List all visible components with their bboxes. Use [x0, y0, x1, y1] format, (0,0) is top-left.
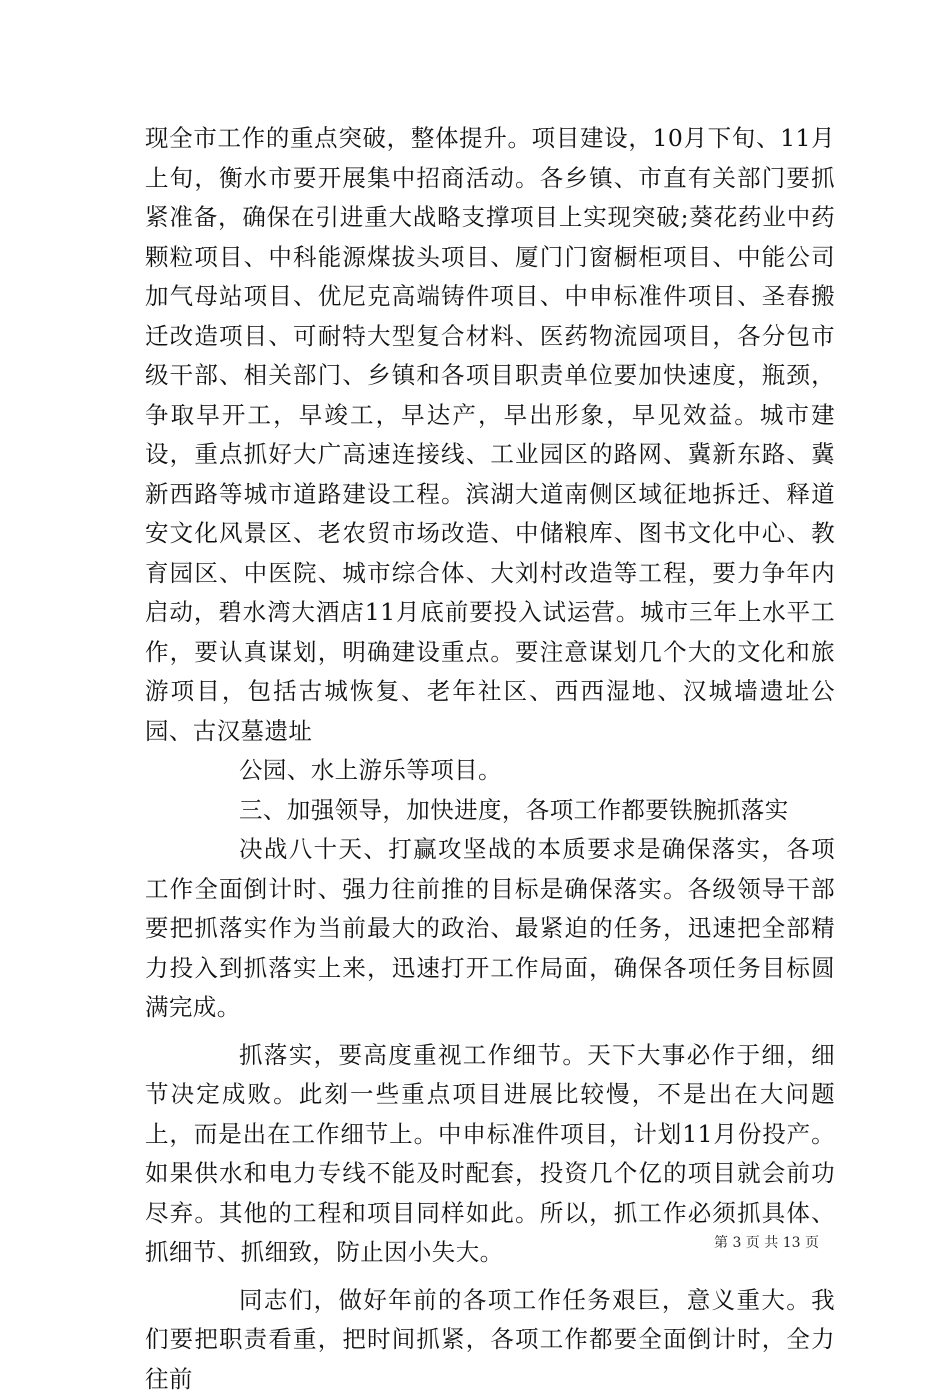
document-body [145, 119, 835, 1399]
paragraph-implementation: 决战八十天、打赢攻坚战的本质要求是确保落实，各项工作全面倒计时、强力往前推的目标是确保落实。各级领导干部要把抓落实作为当前最大的政治、最紧迫的任务，迅速把全部精力投入到抓落实上来，迅速打开工作局面，确保各项任务目标圆满完成。 [145, 830, 835, 1028]
paragraph-details: 抓落实，要高度重视工作细节。天下大事必作于细，细节决定成败。此刻一些重点项目进展比较慢，不是出在大问题上，而是出在工作细节上。中申标准件项目，计划11月份投产。如果供水和电力专线不能及时配套，投资几个亿的项目就会前功尽弃。其他的工程和项目同样如此。所以，抓工作必须抓具体、抓细节、抓细致，防止因小失大。 [145, 1036, 835, 1273]
page-number: 第 3 页 共 13 页 [714, 1232, 819, 1252]
paragraph-continuation: 公园、水上游乐等项目。 [145, 751, 835, 791]
paragraph-project-list: 现全市工作的重点突破，整体提升。项目建设，10月下旬、11月上旬，衡水市要开展集中招商活动。各乡镇、市直有关部门要抓紧准备，确保在引进重大战略支撑项目上实现突破;葵花药业中药颗粒项目、中科能源煤拔头项目、厦门门窗橱柜项目、中能公司加气母站项目、优尼克高端铸件项目、中申标准件项目、圣春搬迁改造项目、可耐特大型复合材料、医药物流园项目，各分包市级干部、相关部门、乡镇和各项目职责单位要加快速度，瓶颈，争取早开工，早竣工，早达产，早出形象，早见效益。城市建设，重点抓好大广高速连接线、工业园区的路网、冀新东路、冀新西路等城市道路建设工程。滨湖大道南侧区域征地拆迁、释道安文化风景区、老农贸市场改造、中储粮库、图书文化中心、教育园区、中医院、城市综合体、大刘村改造等工程，要力争年内启动，碧水湾大酒店11月底前要投入试运营。城市三年上水平工作，要认真谋划，明确建设重点。要注意谋划几个大的文化和旅游项目，包括古城恢复、老年社区、西西湿地、汉城墙遗址公园、古汉墓遗址 [145, 119, 835, 751]
section-heading-three: 三、加强领导，加快进度，各项工作都要铁腕抓落实 [145, 791, 835, 831]
paragraph-closing: 同志们，做好年前的各项工作任务艰巨，意义重大。我们要把职责看重，把时间抓紧，各项工作都要全面倒计时，全力往前 [145, 1281, 835, 1399]
